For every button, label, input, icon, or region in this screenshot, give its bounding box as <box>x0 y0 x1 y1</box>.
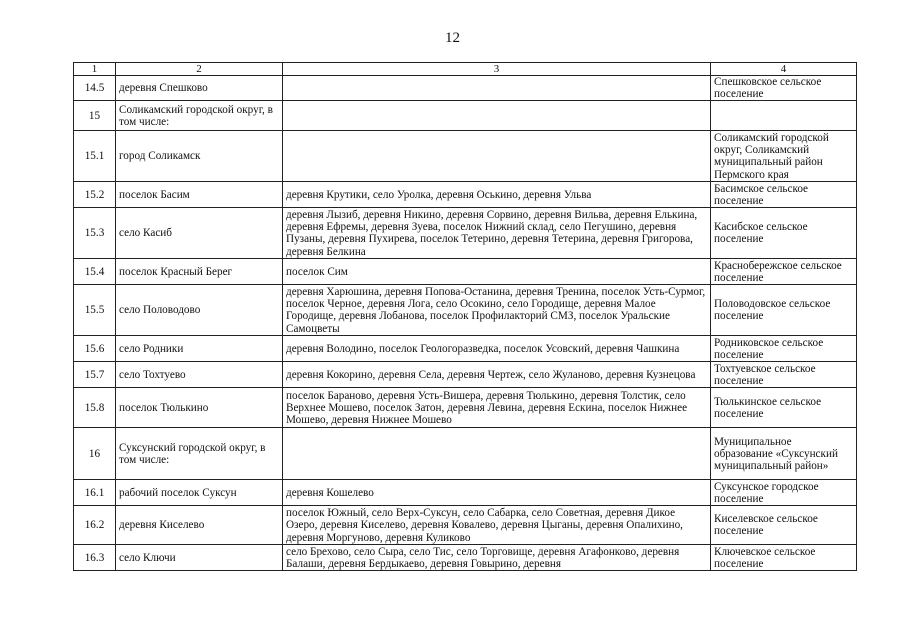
row-number: 15.6 <box>74 336 116 362</box>
row-number: 15.2 <box>74 182 116 208</box>
included-settlements: деревня Володино, поселок Геологоразведка, поселок Усовский, деревня Чашкина <box>283 336 711 362</box>
table-row <box>74 388 857 428</box>
column-header-2: 2 <box>116 63 283 76</box>
settlement-name: деревня Спешково <box>116 76 283 101</box>
table-row <box>74 428 857 480</box>
included-settlements: поселок Сим <box>283 259 711 285</box>
row-number: 15 <box>74 101 116 131</box>
settlement-name: поселок Тюлькино <box>116 388 283 428</box>
table-row <box>74 480 857 506</box>
settlement-name: Соликамский городской округ, в том числе: <box>116 101 283 131</box>
row-number: 15.8 <box>74 388 116 428</box>
row-number: 16.1 <box>74 480 116 506</box>
settlement-name: деревня Киселево <box>116 506 283 545</box>
table-row <box>74 259 857 285</box>
settlement-name: рабочий поселок Суксун <box>116 480 283 506</box>
table-header-row <box>74 63 857 76</box>
settlement-name: село Ключи <box>116 545 283 571</box>
municipality-name: Краснобережское сельское поселение <box>711 259 857 285</box>
row-number: 16.2 <box>74 506 116 545</box>
included-settlements: деревня Крутики, село Уролка, деревня Оськино, деревня Ульва <box>283 182 711 208</box>
municipality-name: Басимское сельское поселение <box>711 182 857 208</box>
settlement-name: село Половодово <box>116 285 283 336</box>
municipality-name: Муниципальное образование «Суксунский муниципальный район» <box>711 428 857 480</box>
included-settlements: село Брехово, село Сыра, село Тис, село Торговище, деревня Агафонково, деревня Балаши, деревня Бердыкаево, деревня Говырино, деревня <box>283 545 711 571</box>
table-row <box>74 506 857 545</box>
included-settlements <box>283 101 711 131</box>
settlements-table <box>73 62 857 571</box>
page-number: 12 <box>445 30 460 46</box>
table-row <box>74 362 857 388</box>
row-number: 15.7 <box>74 362 116 388</box>
municipality-name: Касибское сельское поселение <box>711 208 857 259</box>
included-settlements <box>283 428 711 480</box>
settlement-name: село Родники <box>116 336 283 362</box>
municipality-name: Спешковское сельское поселение <box>711 76 857 101</box>
municipality-name: Тюлькинское сельское поселение <box>711 388 857 428</box>
settlement-name: село Тохтуево <box>116 362 283 388</box>
included-settlements: деревня Харюшина, деревня Попова-Останина, деревня Тренина, поселок Усть-Сурмог, поселок Черное, деревня Лога, село Осокино, село Городище, деревня Малое Городище, деревня Лобанова, поселок Профилакторий СМЗ, поселок Уральские Самоцветы <box>283 285 711 336</box>
table-row <box>74 285 857 336</box>
table-row <box>74 545 857 571</box>
municipality-name <box>711 101 857 131</box>
settlement-name: Суксунский городской округ, в том числе: <box>116 428 283 480</box>
included-settlements: деревня Кошелево <box>283 480 711 506</box>
municipality-name: Киселевское сельское поселение <box>711 506 857 545</box>
row-number: 15.3 <box>74 208 116 259</box>
included-settlements: поселок Южный, село Верх-Суксун, село Сабарка, село Советная, деревня Дикое Озеро, деревня Киселево, деревня Ковалево, деревня Цыганы, деревня Опалихино, деревня Моргуново, деревня Куликово <box>283 506 711 545</box>
municipality-name: Ключевское сельское поселение <box>711 545 857 571</box>
table-row <box>74 182 857 208</box>
municipality-name: Суксунское городское поселение <box>711 480 857 506</box>
column-header-1: 1 <box>74 63 116 76</box>
table-row <box>74 101 857 131</box>
included-settlements: деревня Лызиб, деревня Никино, деревня Сорвино, деревня Вильва, деревня Елькина, деревня Ефремы, деревня Зуева, поселок Нижний склад, село Пегушино, деревня Пузаны, деревня Пухирева, поселок Тетерино, деревня Тетерина, деревня Григорова, деревня Белкина <box>283 208 711 259</box>
row-number: 16 <box>74 428 116 480</box>
column-header-4: 4 <box>711 63 857 76</box>
settlement-name: город Соликамск <box>116 131 283 182</box>
municipality-name: Родниковское сельское поселение <box>711 336 857 362</box>
row-number: 15.5 <box>74 285 116 336</box>
settlement-name: поселок Красный Берег <box>116 259 283 285</box>
table-row <box>74 76 857 101</box>
table-row <box>74 336 857 362</box>
included-settlements: поселок Бараново, деревня Усть-Вишера, деревня Тюлькино, деревня Толстик, село Верхнее Мошево, поселок Затон, деревня Левина, деревня Ескина, поселок Нижнее Мошево, деревня Нижнее Мошево <box>283 388 711 428</box>
row-number: 16.3 <box>74 545 116 571</box>
included-settlements <box>283 76 711 101</box>
municipality-name: Половодовское сельское поселение <box>711 285 857 336</box>
table-row <box>74 208 857 259</box>
settlement-name: поселок Басим <box>116 182 283 208</box>
column-header-3: 3 <box>283 63 711 76</box>
included-settlements: деревня Кокорино, деревня Села, деревня Чертеж, село Жуланово, деревня Кузнецова <box>283 362 711 388</box>
row-number: 15.4 <box>74 259 116 285</box>
row-number: 15.1 <box>74 131 116 182</box>
municipality-name: Соликамский городской округ, Соликамский муниципальный район Пермского края <box>711 131 857 182</box>
municipality-name: Тохтуевское сельское поселение <box>711 362 857 388</box>
table-row <box>74 131 857 182</box>
row-number: 14.5 <box>74 76 116 101</box>
settlement-name: село Касиб <box>116 208 283 259</box>
included-settlements <box>283 131 711 182</box>
